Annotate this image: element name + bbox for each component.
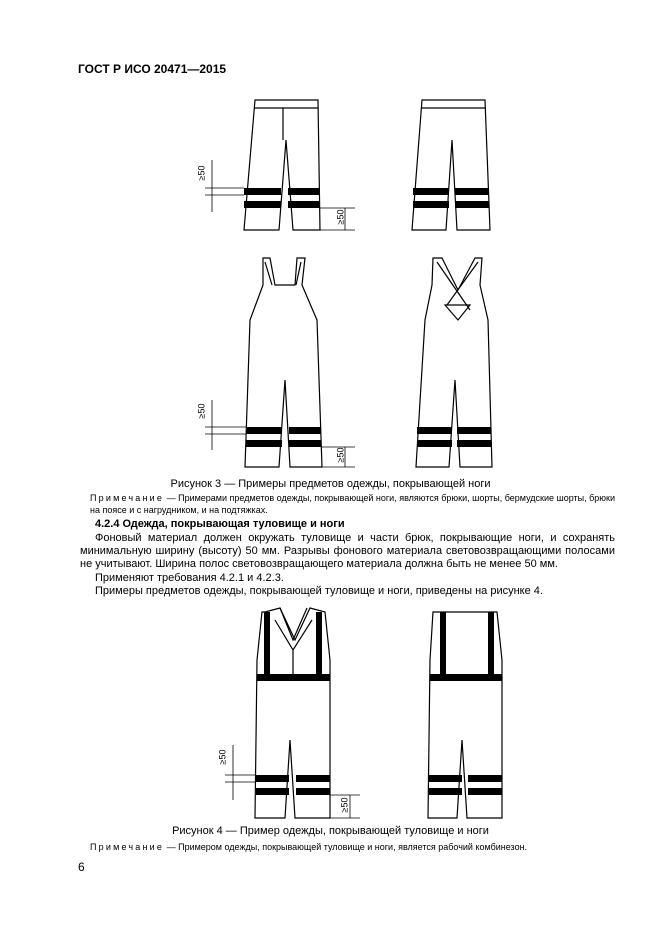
section-line-examples: Примеры предметов одежды, покрывающей туловище и ноги, приведены на рисунке 4. [95, 585, 543, 597]
figure-4-note [90, 841, 615, 853]
dim-label-coverall-top: ≥50 [217, 749, 228, 765]
figure-3-drawings [0, 90, 661, 475]
dim-label-bib-front-top: ≥50 [196, 403, 207, 419]
dim-label-trousers-front-top: ≥50 [196, 165, 207, 181]
figure-3-caption: Рисунок 3 — Примеры предметов одежды, покрывающей ноги [170, 478, 491, 490]
bib-overalls-back-drawing [416, 258, 492, 467]
figure-4-caption: Рисунок 4 — Пример одежды, покрывающей туловище и ноги [172, 825, 489, 837]
section-paragraph: Фоновый материал должен окружать туловище и части брюк, покрывающие ноги, и сохранять минимальную ширину (высоту) 50 мм. Разрывы фонового материала световозвращающими полосами не учитывают. Ширина полос световозвращающего материала должна быть не менее 50 мм. [80, 532, 615, 570]
trousers-back-drawing [412, 100, 490, 230]
note-label: Примечание [90, 493, 165, 503]
section-line-requirements: Применяют требования 4.2.1 и 4.2.3. [95, 572, 284, 584]
page-number: 6 [78, 860, 85, 874]
dim-label-trousers-front-bottom: ≥50 [335, 209, 346, 225]
note-label: Примечание [90, 842, 165, 852]
document-header: ГОСТ Р ИСО 20471—2015 [78, 62, 227, 76]
section-heading: 4.2.4 Одежда, покрывающая туловище и ноги [95, 518, 345, 530]
trousers-front-drawing [244, 100, 320, 230]
dim-label-bib-front-bottom: ≥50 [335, 447, 346, 463]
figure-4-drawings [0, 605, 661, 825]
note-text: — Примером одежды, покрывающей туловище и ноги, является рабочий комбинезон. [164, 842, 528, 852]
figure-3-note [90, 492, 615, 516]
dim-label-coverall-bottom: ≥50 [339, 797, 350, 813]
bib-overalls-front-drawing [245, 258, 322, 467]
note-text: — Примерами предметов одежды, покрывающей ноги, являются брюки, шорты, бермудские шорты, брюки на поясе и с нагрудником, и на подтяжках. [90, 493, 616, 515]
